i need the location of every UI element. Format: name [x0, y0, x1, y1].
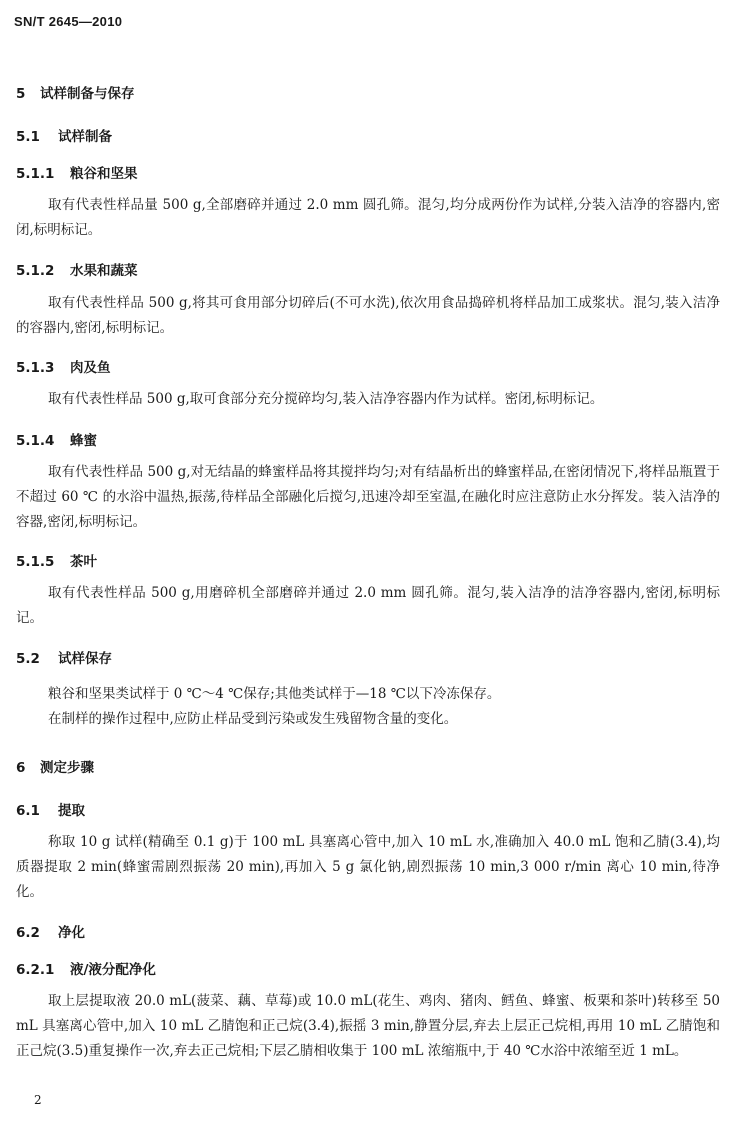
section-title: 粮谷和坚果 — [70, 166, 138, 182]
section-number: 5.2 — [16, 651, 40, 667]
section-title: 试样制备 — [58, 129, 112, 145]
section-heading-5-1-1 — [16, 162, 138, 182]
paragraph-6-2-1: 取上层提取液 20.0 mL(菠菜、藕、草莓)或 10.0 mL(花生、鸡肉、猪肉、鳕鱼、蜂蜜、板栗和茶叶)转移至 50 mL 具塞离心管中,加入 10 mL 乙腈饱和正己烷(3.4),振摇 3 min,静置分层,弃去上层正己烷相,再用 10 mL 乙腈饱和正己烷(3.5)重复操作一次,弃去正己烷相;下层乙腈相收集于 100 mL 浓缩瓶中,于 40 ℃水浴中浓缩至近 1 mL。 — [16, 993, 720, 1059]
section-number: 6 — [16, 760, 26, 776]
section-heading-5-1-2 — [16, 259, 138, 279]
section-number: 5.1.4 — [16, 433, 55, 449]
section-title: 试样保存 — [58, 651, 112, 667]
paragraph-5-1-4: 取有代表性样品 500 g,对无结晶的蜂蜜样品将其搅拌均匀;对有结晶析出的蜂蜜样品,在密闭情况下,将样品瓶置于不超过 60 ℃ 的水浴中温热,振荡,待样品全部融化后搅匀,迅速冷却至室温,在融化时应注意防止水分挥发。装入洁净的容器,密闭,标明标记。 — [16, 464, 720, 530]
section-title: 茶叶 — [70, 554, 97, 570]
section-number: 6.1 — [16, 803, 40, 819]
section-heading-6-2-1 — [16, 958, 156, 978]
paragraph-5-1-5: 取有代表性样品 500 g,用磨碎机全部磨碎并通过 2.0 mm 圆孔筛。混匀,装入洁净的洁净容器内,密闭,标明标记。 — [16, 585, 720, 626]
paragraph-5-1-2: 取有代表性样品 500 g,将其可食用部分切碎后(不可水洗),依次用食品捣碎机将样品加工成浆状。混匀,装入洁净的容器内,密闭,标明标记。 — [16, 295, 720, 336]
section-number: 5.1.3 — [16, 360, 55, 376]
section-heading-5-1-3 — [16, 356, 111, 376]
section-number: 5.1.2 — [16, 263, 55, 279]
paragraph-5-1-3: 取有代表性样品 500 g,取可食部分充分搅碎均匀,装入洁净容器内作为试样。密闭,标明标记。 — [48, 391, 604, 407]
section-title: 提取 — [58, 803, 85, 819]
section-heading-6-1 — [16, 799, 85, 819]
paragraph-5-1-1: 取有代表性样品量 500 g,全部磨碎并通过 2.0 mm 圆孔筛。混匀,均分成两份作为试样,分装入洁净的容器内,密闭,标明标记。 — [16, 197, 720, 238]
section-heading-5-2 — [16, 647, 112, 667]
section-title: 水果和蔬菜 — [70, 263, 138, 279]
section-number: 5.1.5 — [16, 554, 55, 570]
section-title: 试样制备与保存 — [40, 86, 135, 102]
paragraph-6-1: 称取 10 g 试样(精确至 0.1 g)于 100 mL 具塞离心管中,加入 10 mL 水,准确加入 40.0 mL 饱和乙腈(3.4),均质器提取 2 min(蜂蜜需剧烈振荡 20 min),再加入 5 g 氯化钠,剧烈振荡 10 min,3 000 r/min 离心 10 min,待净化。 — [16, 834, 720, 900]
section-title: 液/液分配净化 — [70, 962, 156, 978]
section-number: 5.1.1 — [16, 166, 55, 182]
storage-line-1: 粮谷和坚果类试样于 0 ℃～4 ℃保存;其他类试样于—18 ℃以下冷冻保存。 — [48, 686, 501, 702]
standard-number: SN/T 2645—2010 — [14, 14, 123, 29]
section-heading-5-1 — [16, 125, 112, 145]
section-heading-6-2 — [16, 921, 85, 941]
section-heading-5 — [16, 82, 135, 102]
section-number: 5.1 — [16, 129, 40, 145]
section-title: 净化 — [58, 925, 85, 941]
section-heading-5-1-5 — [16, 550, 97, 570]
section-number: 6.2 — [16, 925, 40, 941]
section-heading-6 — [16, 756, 94, 776]
section-title: 测定步骤 — [40, 760, 94, 776]
section-number: 6.2.1 — [16, 962, 55, 978]
storage-line-2: 在制样的操作过程中,应防止样品受到污染或发生残留物含量的变化。 — [48, 711, 458, 727]
section-number: 5 — [16, 86, 26, 102]
section-title: 肉及鱼 — [70, 360, 111, 376]
section-heading-5-1-4 — [16, 429, 97, 449]
section-title: 蜂蜜 — [70, 433, 97, 449]
page-number: 2 — [34, 1093, 42, 1107]
